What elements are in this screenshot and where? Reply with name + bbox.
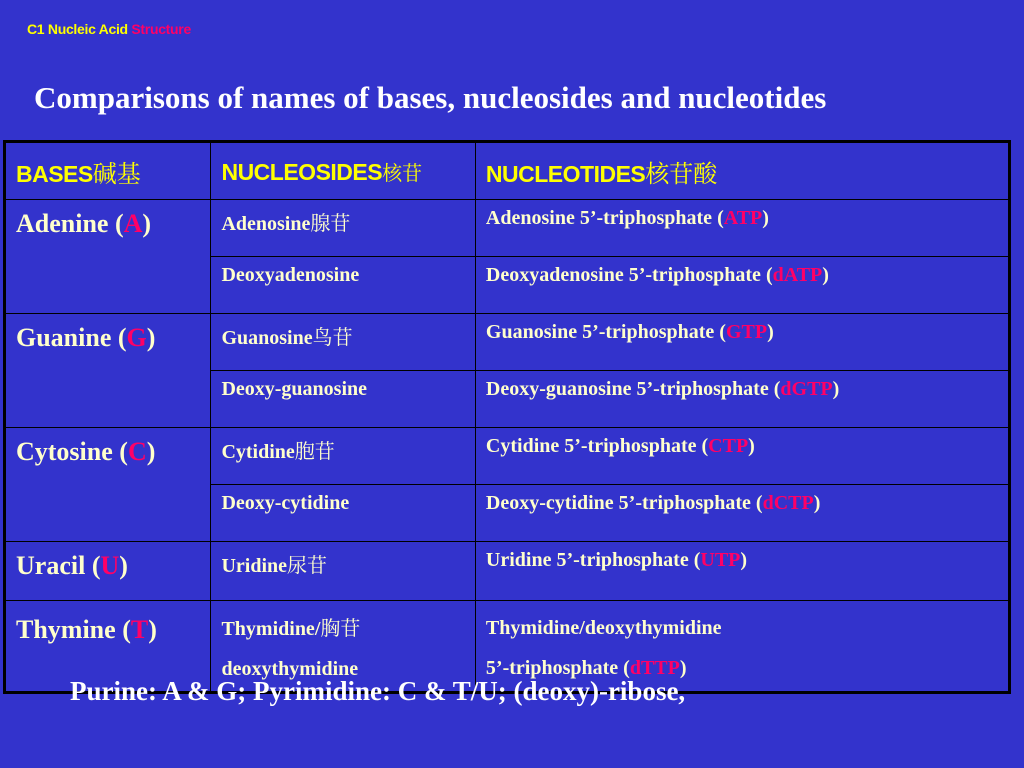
nucleotide-cell: Cytidine 5’-triphosphate (CTP) — [475, 428, 1009, 485]
footer-note: Purine: A & G; Pyrimidine: C & T/U; (deoxy)-ribose, — [70, 676, 686, 706]
nucleotide-cell: Deoxy-cytidine 5’-triphosphate (dCTP) — [475, 485, 1009, 542]
base-abbr: G — [126, 323, 147, 352]
nucleotide-cell: Uridine 5’-triphosphate (UTP) — [475, 542, 1009, 601]
column-header-nucleotides: NUCLEOTIDES核苷酸 — [475, 142, 1009, 200]
base-cell-guanine: Guanine (G) — [5, 314, 211, 428]
base-cell-thymine: Thymine (T) — [5, 601, 211, 693]
base-abbr: U — [100, 551, 120, 580]
nucleotide-abbr: dATP — [772, 264, 823, 286]
nucleotide-cell: Deoxyadenosine 5’-triphosphate (dATP) — [475, 257, 1009, 314]
nucleotide-abbr: dGTP — [780, 378, 833, 400]
base-abbr: C — [127, 437, 147, 466]
section-label-main: C1 Nucleic Acid — [27, 21, 128, 37]
nucleotide-abbr: GTP — [725, 321, 768, 343]
nucleoside-cell: Deoxyadenosine — [211, 257, 475, 314]
table-header-row — [5, 142, 1010, 200]
nucleoside-cell: Deoxy-guanosine — [211, 371, 475, 428]
column-header-nucleotides-cjk: 核苷酸 — [645, 159, 718, 188]
nucleoside-cjk: 鸟苷 — [312, 325, 353, 349]
nucleoside-cell: Cytidine胞苷 — [211, 428, 475, 485]
nucleoside-cell: Guanosine鸟苷 — [211, 314, 475, 371]
nucleotide-abbr: dCTP — [762, 492, 814, 514]
nucleotide-cell: Thymidine/deoxythymidine 5’-triphosphate (dTTP) — [475, 601, 1009, 693]
section-label — [27, 21, 191, 37]
nucleotide-abbr: ATP — [723, 207, 763, 229]
table-row — [5, 428, 1010, 485]
base-cell-uracil: Uracil (U) — [5, 542, 211, 601]
nucleoside-cell: Adenosine腺苷 — [211, 200, 475, 257]
nucleotide-cell: Adenosine 5’-triphosphate (ATP) — [475, 200, 1009, 257]
comparison-table — [3, 140, 1011, 694]
nucleotide-abbr: UTP — [700, 549, 741, 571]
nucleoside-cell: Uridine尿苷 — [211, 542, 475, 601]
table-row — [5, 314, 1010, 371]
nucleoside-cell: Deoxy-cytidine — [211, 485, 475, 542]
base-cell-cytosine: Cytosine (C) — [5, 428, 211, 542]
column-header-bases: BASES碱基 — [5, 142, 211, 200]
nucleotide-cell: Guanosine 5’-triphosphate (GTP) — [475, 314, 1009, 371]
nucleotide-abbr: CTP — [708, 435, 749, 457]
slide-title: Comparisons of names of bases, nucleosides and nucleotides — [34, 80, 827, 115]
table-row — [5, 542, 1010, 601]
nucleoside-cell: Thymidine/胸苷 deoxythymidine — [211, 601, 475, 693]
nucleotide-abbr: dTTP — [629, 657, 680, 679]
section-label-accent: Structure — [131, 21, 191, 37]
column-header-nucleosides-cjk: 核苷 — [382, 160, 423, 185]
nucleoside-cjk: 腺苷 — [310, 211, 351, 235]
nucleoside-cjk: 尿苷 — [287, 553, 328, 577]
column-header-bases-cjk: 碱基 — [92, 159, 141, 188]
nucleotide-cell: Deoxy-guanosine 5’-triphosphate (dGTP) — [475, 371, 1009, 428]
base-cell-adenine: Adenine (A) — [5, 200, 211, 314]
column-header-nucleosides: NUCLEOSIDES核苷 — [211, 142, 475, 200]
base-abbr: A — [123, 209, 143, 238]
table-row — [5, 200, 1010, 257]
nucleoside-cjk: 胸苷 — [320, 616, 361, 640]
base-abbr: T — [130, 615, 149, 644]
nucleoside-cjk: 胞苷 — [294, 439, 335, 463]
